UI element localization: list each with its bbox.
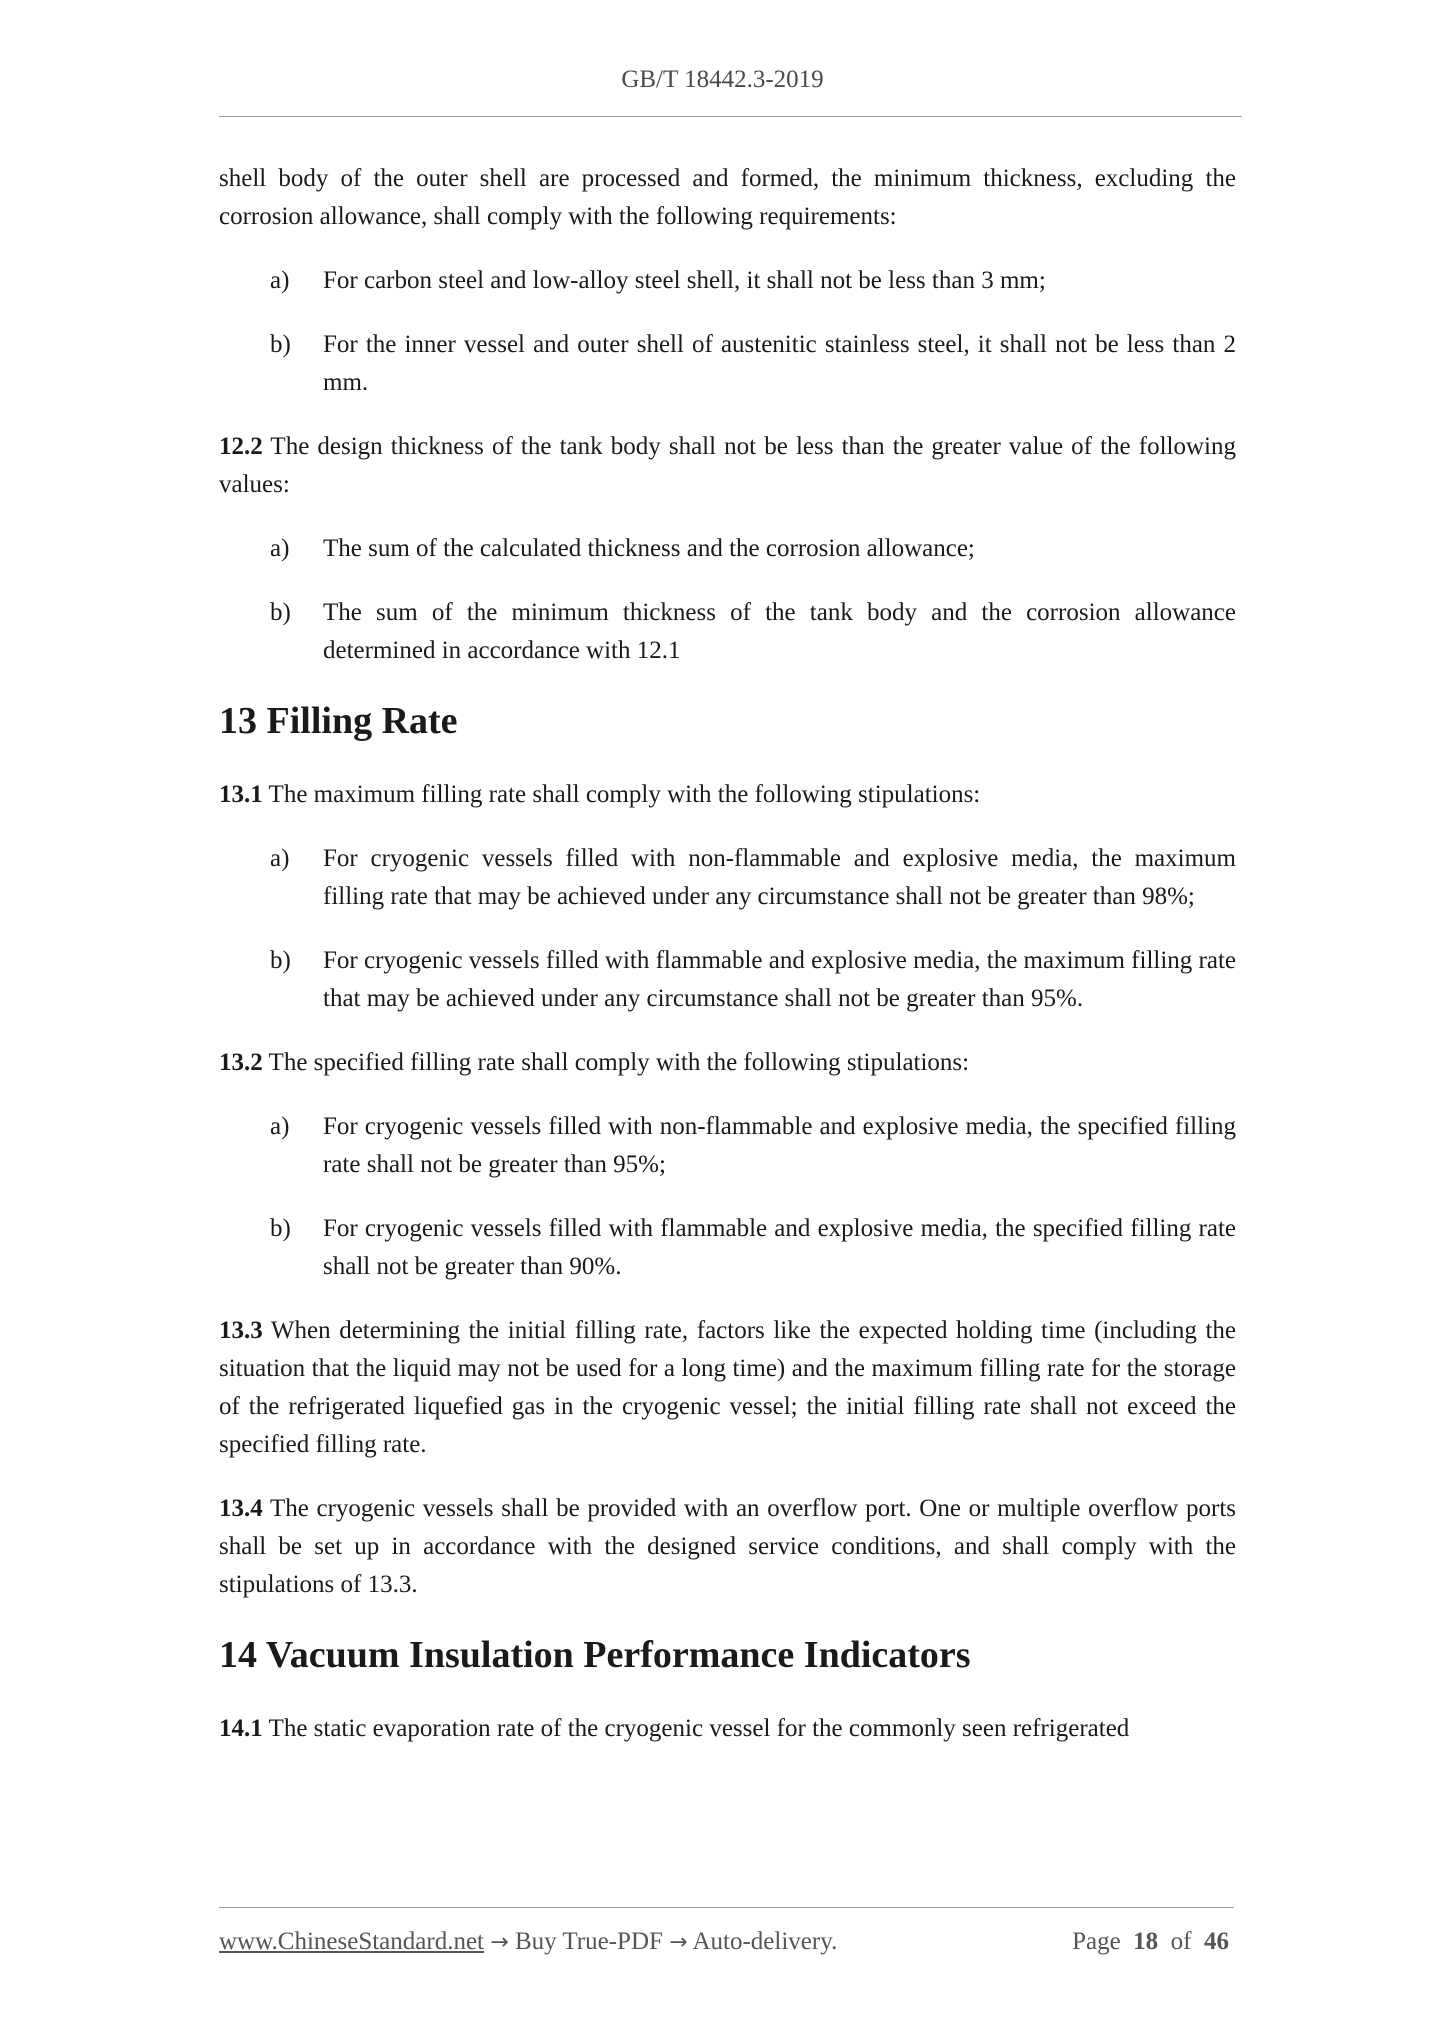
list-marker: a) <box>270 1113 290 1140</box>
clause-number: 13.1 <box>219 781 263 808</box>
clause-13-1 <box>219 776 1236 814</box>
section-heading-13: 13 Filling Rate <box>219 700 458 742</box>
clause-13-4 <box>219 1490 1236 1604</box>
clause-13-3 <box>219 1312 1236 1464</box>
list-maximum-filling-rate <box>219 840 1236 1018</box>
list-item <box>219 840 1236 916</box>
paragraph-intro: shell body of the outer shell are processed and formed, the minimum thickness, excluding the corrosion allowance, shall comply with the following requirements: <box>219 165 1236 230</box>
arrow-right-icon: → <box>490 1930 509 1955</box>
clause-text: The cryogenic vessels shall be provided with an overflow port. One or multiple overflow ports shall be set up in accordance with the designed service conditions, and shall comply with the stipulations of 13.3. <box>219 1495 1236 1598</box>
list-marker: b) <box>270 1215 291 1242</box>
list-item-text: For carbon steel and low-alloy steel shell, it shall not be less than 3 mm; <box>323 267 1046 294</box>
list-design-thickness <box>219 530 1236 670</box>
buy-true-pdf-text: Buy True-PDF <box>508 1928 670 1955</box>
list-item <box>219 1210 1236 1286</box>
list-item <box>219 262 1236 300</box>
arrow-right-icon: → <box>669 1930 688 1955</box>
list-item <box>219 594 1236 670</box>
list-item-text: For cryogenic vessels filled with flammable and explosive media, the maximum filling rate that may be achieved under any circumstance shall not be greater than 95%. <box>323 947 1236 1012</box>
document-body <box>219 160 1236 1774</box>
list-marker: a) <box>270 535 290 562</box>
list-item <box>219 530 1236 568</box>
clause-number: 13.3 <box>219 1317 263 1344</box>
clause-text: The specified filling rate shall comply with the following stipulations: <box>262 1049 970 1076</box>
footer-divider <box>219 1907 1234 1908</box>
page-footer <box>219 1928 1234 1956</box>
list-item <box>219 942 1236 1018</box>
list-item-text: The sum of the minimum thickness of the tank body and the corrosion allowance determined in accordance with 12.1 <box>323 599 1236 664</box>
list-marker: b) <box>270 331 291 358</box>
clause-number: 12.2 <box>219 433 263 460</box>
page-label: Page <box>1072 1928 1121 1955</box>
clause-number: 13.2 <box>219 1049 263 1076</box>
list-item-text: For the inner vessel and outer shell of austenitic stainless steel, it shall not be less than 2 mm. <box>323 331 1236 396</box>
website-link[interactable]: www.ChineseStandard.net <box>219 1928 484 1955</box>
clause-12-2 <box>219 428 1236 504</box>
list-marker: b) <box>270 599 291 626</box>
list-item <box>219 326 1236 402</box>
list-item-text: The sum of the calculated thickness and the corrosion allowance; <box>323 535 975 562</box>
clause-text: When determining the initial filling rate, factors like the expected holding time (including the situation that the liquid may not be used for a long time) and the maximum filling rate for the storage of the refrigerated liquefied gas in the cryogenic vessel; the initial filling rate shall not exceed the specified filling rate. <box>219 1317 1236 1458</box>
clause-14-1 <box>219 1710 1236 1748</box>
list-item-text: For cryogenic vessels filled with flammable and explosive media, the specified filling rate shall not be greater than 90%. <box>323 1215 1236 1280</box>
clause-13-2 <box>219 1044 1236 1082</box>
clause-number: 13.4 <box>219 1495 263 1522</box>
list-minimum-thickness <box>219 262 1236 402</box>
list-item-text: For cryogenic vessels filled with non-flammable and explosive media, the maximum filling rate that may be achieved under any circumstance shall not be greater than 98%; <box>323 845 1236 910</box>
list-item-text: For cryogenic vessels filled with non-flammable and explosive media, the specified filling rate shall not be greater than 95%; <box>323 1113 1236 1178</box>
list-marker: a) <box>270 267 290 294</box>
clause-number: 14.1 <box>219 1715 263 1742</box>
list-item <box>219 1108 1236 1184</box>
standard-number: GB/T 18442.3-2019 <box>621 66 824 93</box>
list-specified-filling-rate <box>219 1108 1236 1286</box>
list-marker: b) <box>270 947 291 974</box>
page-indicator <box>1072 1928 1229 1956</box>
page-header <box>0 66 1445 94</box>
page-number: 18 <box>1133 1928 1159 1955</box>
page-total: 46 <box>1204 1928 1229 1955</box>
clause-text: The design thickness of the tank body shall not be less than the greater value of the following values: <box>219 433 1236 498</box>
list-marker: a) <box>270 845 290 872</box>
header-divider <box>219 116 1242 117</box>
section-heading-14: 14 Vacuum Insulation Performance Indicators <box>219 1634 971 1676</box>
of-label: of <box>1170 1928 1192 1955</box>
clause-text: The static evaporation rate of the cryogenic vessel for the commonly seen refrigerated <box>262 1715 1130 1742</box>
clause-text: The maximum filling rate shall comply with the following stipulations: <box>262 781 981 808</box>
auto-delivery-text: Auto-delivery. <box>687 1928 838 1955</box>
